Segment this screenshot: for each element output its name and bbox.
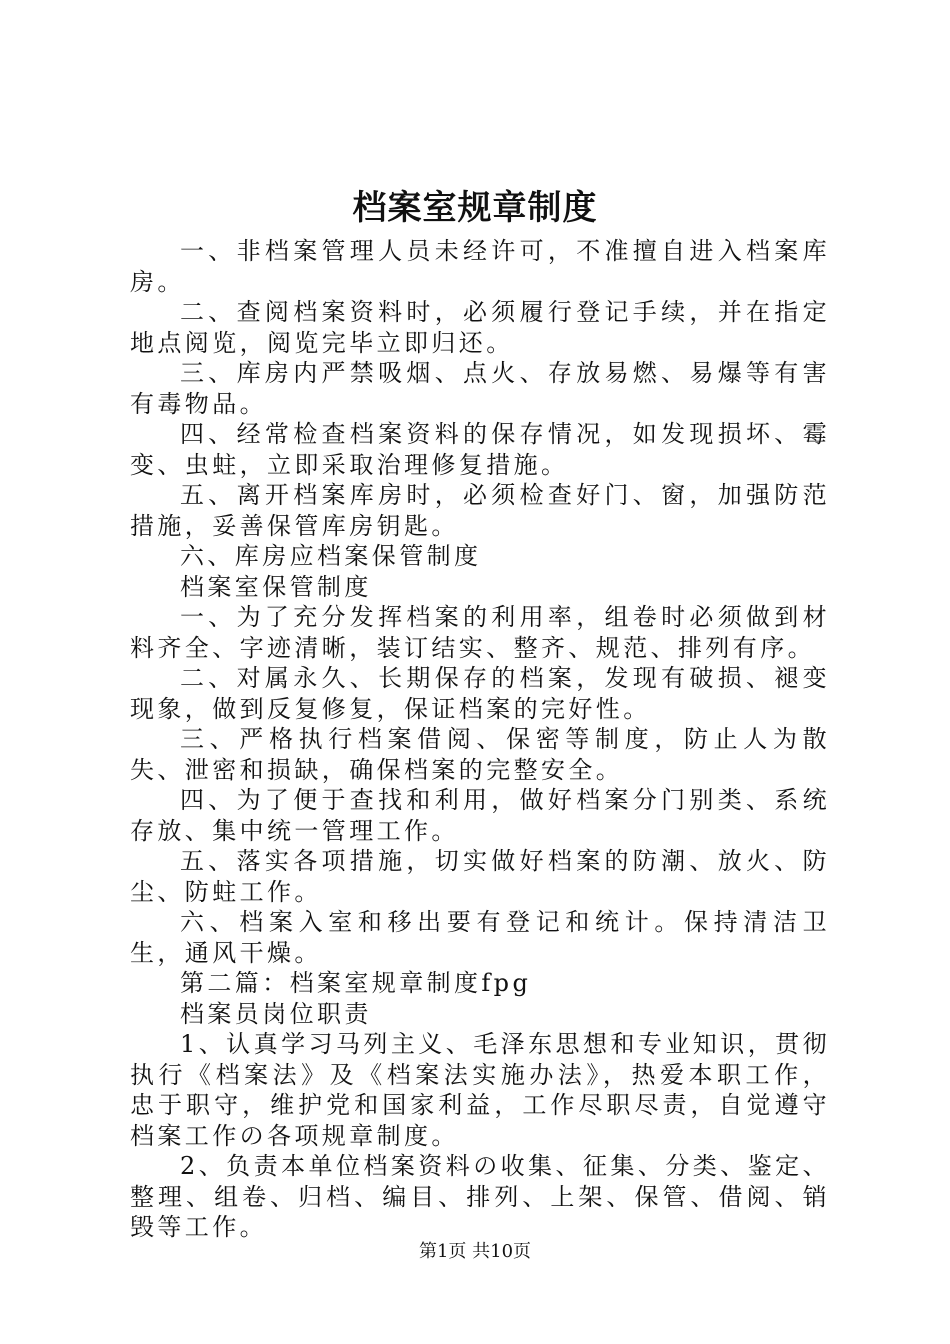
section-heading-storage-rules: 档案室保管制度: [180, 572, 372, 601]
page-footer: 第1页 共10页: [418, 1241, 532, 1262]
section-heading-job-duties: 档案员岗位职责: [180, 999, 372, 1028]
paragraph-13: 六、档案入室和移出要有登记和统计。保持清洁卫生，通风干燥。: [130, 908, 830, 967]
paragraph-9: 二、对属永久、长期保存的档案，发现有破损、褪变现象，做到反复修复，保证档案的完好性。: [130, 664, 830, 723]
document-title: 档案室规章制度: [352, 188, 598, 228]
paragraph-5: 五、离开档案库房时，必须检查好门、窗，加强防范措施，妥善保管库房钥匙。: [130, 481, 830, 540]
document-body: [130, 236, 830, 1243]
paragraph-16: 1、认真学习马列主义、毛泽东思想和专业知识，贯彻执行《档案法》及《档案法实施办法》，热爱本职工作，忠于职守，维护党和国家利益，工作尽职尽责，自觉遵守档案工作の各项规章制度。: [130, 1030, 830, 1150]
paragraph-8: 一、为了充分发挥档案的利用率，组卷时必须做到材料齐全、字迹清晰，装订结实、整齐、规范、排列有序。: [130, 603, 830, 662]
paragraph-2: 二、查阅档案资料时，必须履行登记手续，并在指定地点阅览，阅览完毕立即归还。: [130, 298, 830, 357]
paragraph-10: 三、严格执行档案借阅、保密等制度，防止人为散失、泄密和损缺，确保档案的完整安全。: [130, 725, 830, 784]
paragraph-6: 六、库房应档案保管制度: [180, 542, 482, 570]
paragraph-4: 四、经常检查档案资料的保存情况，如发现损坏、霉变、虫蛀，立即采取治理修复措施。: [130, 420, 830, 479]
section-heading-part-two: 第二篇：档案室规章制度fpg: [180, 969, 532, 997]
paragraph-1: 一、非档案管理人员未经许可，不准擅自进入档案库房。: [130, 237, 830, 296]
paragraph-3: 三、库房内严禁吸烟、点火、存放易燃、易爆等有害有毒物品。: [130, 359, 830, 418]
paragraph-17: 2、负责本单位档案资料の收集、征集、分类、鉴定、整理、组卷、归档、编目、排列、上架、保管、借阅、销毁等工作。: [130, 1152, 830, 1241]
paragraph-12: 五、落实各项措施，切实做好档案的防潮、放火、防尘、防蛀工作。: [130, 847, 830, 906]
paragraph-11: 四、为了便于查找和利用，做好档案分门别类、系统存放、集中统一管理工作。: [130, 786, 830, 845]
